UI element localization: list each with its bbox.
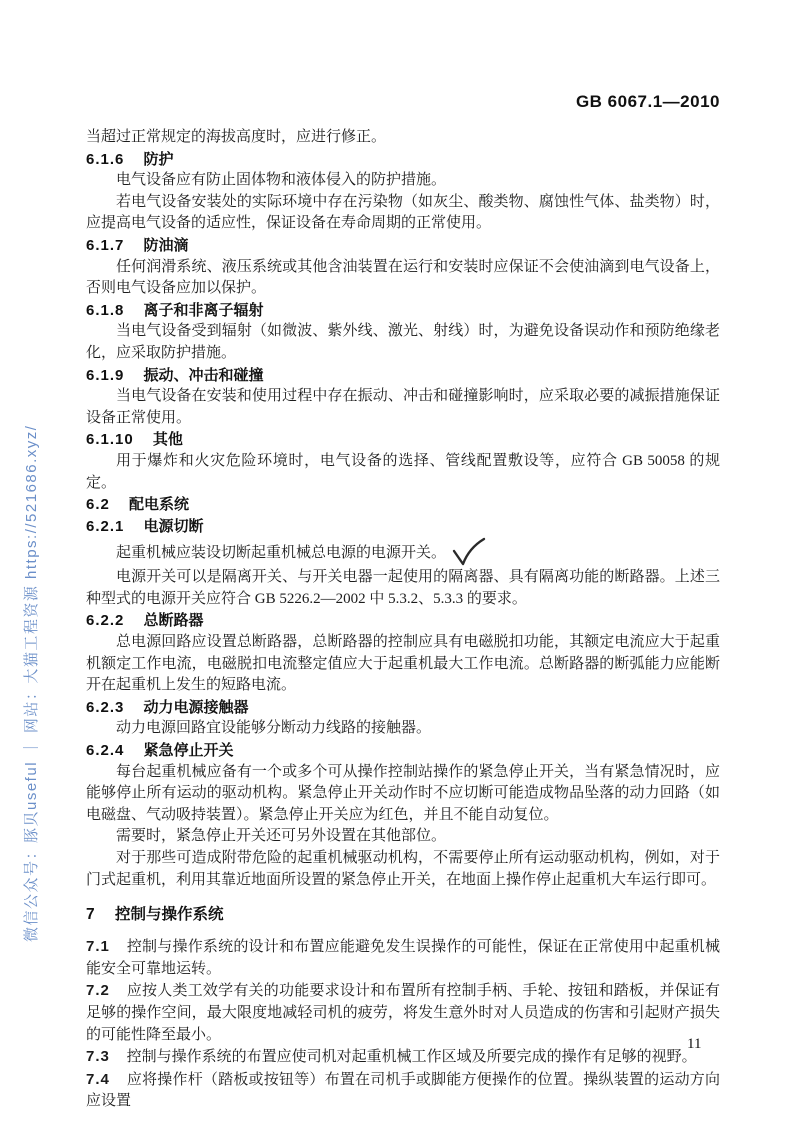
paragraph: 用于爆炸和火灾危险环境时，电气设备的选择、管线配置敷设等，应符合 GB 50058 的规定。 [86, 452, 720, 491]
clause-7-3 [86, 1046, 720, 1069]
section-title: 其他 [152, 431, 183, 449]
clause-number: 7.4 [86, 1070, 110, 1088]
paragraph: 动力电源回路宜设能够分断动力线路的接触器。 [116, 720, 432, 737]
clause-7-1 [86, 936, 720, 980]
section-number: 6.1.8 [86, 301, 125, 319]
paragraph-text: 起重机械应装设切断起重机械总电源的电源开关。 [116, 545, 447, 562]
paragraph: 任何润滑系统、液压系统或其他含油装置在运行和安装时应保证不会使油滴到电气设备上，否则电气设备应加以保护。 [86, 258, 720, 297]
doc-code-header: GB 6067.1—2010 [575, 92, 720, 111]
section-number: 6.2.4 [86, 742, 125, 760]
paragraph-with-annotation [86, 537, 720, 567]
paragraph: 需要时，紧急停止开关还可另外设置在其他部位。 [116, 828, 447, 845]
section-heading-6-1-7 [86, 235, 720, 257]
sidebar-watermark: 微信公众号：豚贝useful ｜ 网站：大猫工程资源 https://521686.xyz/ [23, 424, 40, 942]
section-heading-6-2-1 [86, 516, 720, 538]
section-number: 6.1.6 [86, 150, 125, 168]
page-number: 11 [687, 1036, 702, 1052]
paragraph: 当电气设备在安装和使用过程中存在振动、冲击和碰撞影响时，应采取必要的减振措施保证设备正常使用。 [86, 388, 720, 426]
section-heading-6-1-6 [86, 149, 720, 171]
section-number: 6.2.1 [86, 517, 125, 535]
chapter-number: 7 [86, 906, 95, 924]
clause-number: 7.1 [86, 938, 110, 956]
paragraph: 若电气设备安装处的实际环境中存在污染物（如灰尘、酸类物、腐蚀性气体、盐类物）时，应提高电气设备的适应性，保证设备在寿命周期的正常使用。 [86, 193, 720, 232]
section-title: 紧急停止开关 [143, 742, 234, 760]
section-title: 振动、冲击和碰撞 [143, 366, 264, 384]
paragraph: 当电气设备受到辐射（如微波、紫外线、激光、射线）时，为避免设备误动作和预防绝缘老化，应采取防护措施。 [86, 323, 720, 361]
clause-text: 控制与操作系统的布置应使司机对起重机械工作区域及所要完成的操作有足够的视野。 [126, 1049, 697, 1066]
section-title: 电源切断 [143, 517, 204, 535]
section-heading-6-1-9 [86, 365, 720, 387]
chapter-title: 控制与操作系统 [114, 906, 224, 924]
section-heading-6-2-4 [86, 740, 720, 762]
section-heading-6-1-8 [86, 300, 720, 322]
document-body [86, 127, 720, 1113]
paragraph: 电气设备应有防止固体物和液体侵入的防护措施。 [116, 172, 447, 189]
clause-7-2 [86, 980, 720, 1046]
section-heading-6-2-3 [86, 697, 720, 719]
section-title: 离子和非离子辐射 [143, 301, 264, 319]
section-number: 6.1.7 [86, 236, 125, 254]
section-title: 动力电源接触器 [143, 698, 249, 716]
section-title: 总断路器 [143, 612, 204, 630]
paragraph: 电源开关可以是隔离开关、与开关电器一起使用的隔离器、具有隔离功能的断路器。上述三种型式的电源开关应符合 GB 5226.2—2002 中 5.3.2、5.3.3 的要求。 [86, 569, 720, 607]
section-number: 6.2.2 [86, 612, 125, 630]
clause-text: 应按人类工效学有关的功能要求设计和布置所有控制手柄、手轮、按钮和踏板，并保证有足够的操作空间，最大限度地减轻司机的疲劳，将发生意外时对人员造成的伤害和引起财产损失的可能性降至最小。 [86, 983, 720, 1043]
chapter-heading-7 [86, 904, 720, 926]
clause-number: 7.3 [86, 1048, 110, 1066]
paragraph: 对于那些可造成附带危险的起重机械驱动机构，不需要停止所有运动驱动机构，例如，对于门式起重机，利用其靠近地面所设置的紧急停止开关，在地面上操作停止起重机大车运行即可。 [86, 850, 720, 888]
continued-paragraph: 当超过正常规定的海拔高度时，应进行修正。 [86, 129, 387, 145]
section-number: 6.2 [86, 496, 110, 514]
section-title: 防油滴 [143, 236, 189, 254]
handwritten-checkmark-icon [451, 537, 487, 567]
section-heading-6-2 [86, 494, 720, 516]
section-title: 防护 [143, 150, 174, 168]
paragraph: 总电源回路应设置总断路器，总断路器的控制应具有电磁脱扣功能，其额定电流应大于起重机额定工作电流，电磁脱扣电流整定值应大于起重机最大工作电流。总断路器的断弧能力应能断开在起重机上发生的短路电流。 [86, 634, 720, 694]
section-number: 6.2.3 [86, 698, 125, 716]
clause-text: 应将操作杆（踏板或按钮等）布置在司机手或脚能方便操作的位置。操纵装置的运动方向应设置 [86, 1071, 720, 1110]
section-heading-6-1-10 [86, 429, 720, 451]
clause-number: 7.2 [86, 982, 110, 1000]
section-heading-6-2-2 [86, 610, 720, 632]
paragraph: 每台起重机械应备有一个或多个可从操作控制站操作的紧急停止开关，当有紧急情况时，应能够停止所有运动的驱动机构。紧急停止开关动作时不应切断可能造成物品坠落的动力回路（如电磁盘、气动吸持装置）。紧急停止开关应为红色，并且不能自动复位。 [86, 763, 720, 823]
section-number: 6.1.10 [86, 431, 134, 449]
section-title: 配电系统 [129, 496, 190, 514]
clause-text: 控制与操作系统的设计和布置应能避免发生误操作的可能性，保证在正常使用中起重机械能安全可靠地运转。 [86, 939, 720, 977]
clause-7-4 [86, 1069, 720, 1113]
section-number: 6.1.9 [86, 366, 125, 384]
